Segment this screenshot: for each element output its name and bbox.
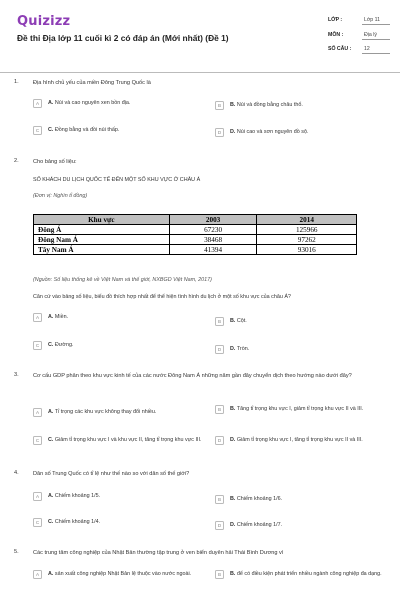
table-cell: Đông Nam Á	[34, 235, 170, 245]
option-key: D.	[230, 522, 236, 528]
option-letter: B	[215, 405, 224, 414]
option-key: D.	[230, 437, 236, 443]
option-letter: C	[33, 126, 42, 135]
question-text: Cơ cấu GDP phân theo khu vực kinh tế của các nước Đông Nam Á những năm gần đây chuyển dịch theo hướng nào dưới đây?	[33, 373, 352, 379]
option-key: A.	[48, 493, 54, 499]
question-number: 1.	[14, 79, 19, 85]
question-number: 2.	[14, 158, 19, 164]
question-text: Dân số Trung Quốc có tỉ lệ như thế nào so với dân số thế giới?	[33, 471, 190, 477]
table-header-cell: 2014	[257, 215, 357, 225]
option-key: B.	[230, 406, 236, 412]
option-letter: B	[215, 495, 224, 504]
option-text: Tăng tỉ trọng khu vực I, giảm tỉ trọng khu vực II và III.	[236, 406, 364, 412]
table-header-cell: Khu vực	[34, 215, 170, 225]
question-text: Các trung tâm công nghiệp của Nhật Bản thường tập trung ở ven biển duyên hải Thái Bình Dương vì	[33, 550, 284, 556]
quizizz-logo[interactable]: Quizizz	[17, 14, 71, 29]
option-text: Miền.	[54, 314, 69, 320]
option-text: Núi cao và sơn nguyên đồ sộ.	[236, 129, 309, 135]
subject-underline	[362, 39, 390, 40]
option-text: Chiếm khoảng 1/6.	[236, 496, 283, 502]
option-text: Chiếm khoảng 1/4.	[54, 519, 101, 525]
table-header-row	[34, 215, 357, 225]
option-key: C.	[48, 519, 54, 525]
option-letter: B	[215, 570, 224, 579]
table-cell: 125966	[257, 225, 357, 235]
question-text: Cho bảng số liệu:	[33, 159, 77, 165]
option-letter: C	[33, 341, 42, 350]
option-letter: B	[215, 317, 224, 326]
option-letter: C	[33, 518, 42, 527]
table-cell: 93016	[257, 245, 357, 255]
option-key: C.	[48, 437, 54, 443]
option-key: D.	[230, 129, 236, 135]
table-cell: 38468	[169, 235, 257, 245]
option-letter: B	[215, 101, 224, 110]
option-text: Chiếm khoảng 1/7.	[236, 522, 283, 528]
worksheet-header	[0, 0, 400, 74]
option-letter: D	[215, 345, 224, 354]
subject-label: MÔN :	[328, 32, 344, 38]
option-letter: D	[215, 436, 224, 445]
data-table	[33, 214, 357, 255]
table-row	[34, 225, 357, 235]
table-cell: 41394	[169, 245, 257, 255]
class-underline	[362, 24, 390, 25]
option-key: A.	[48, 314, 54, 320]
subject-value: Địa lý	[364, 32, 377, 38]
class-label: LỚP :	[328, 17, 343, 23]
table-cell: 97262	[257, 235, 357, 245]
question-count-underline	[362, 53, 390, 54]
option-text: Núi và đồng bằng châu thổ.	[236, 102, 303, 108]
question-number: 4.	[14, 470, 19, 476]
option-letter: A	[33, 313, 42, 322]
table-title: SỐ KHÁCH DU LỊCH QUỐC TẾ ĐẾN MỘT SỐ KHU VỰC Ở CHÂU Á	[33, 177, 201, 183]
option-key: D.	[230, 346, 236, 352]
option-key: C.	[48, 342, 54, 348]
option-text: Chiếm khoảng 1/5.	[54, 493, 101, 499]
option-key: A.	[48, 571, 54, 577]
option-letter: A	[33, 408, 42, 417]
option-key: A.	[48, 100, 54, 106]
option-text: Tròn.	[236, 346, 250, 352]
option-text: Giảm tỉ trọng khu vực I, tăng tỉ trọng khu vực II và III.	[236, 437, 363, 443]
class-value: Lớp 11	[364, 17, 380, 23]
question-number: 3.	[14, 372, 19, 378]
option-text: Đường.	[54, 342, 74, 348]
table-cell: Tây Nam Á	[34, 245, 170, 255]
table-header-cell: 2003	[169, 215, 257, 225]
option-letter: A	[33, 570, 42, 579]
question-number: 5.	[14, 549, 19, 555]
option-key: B.	[230, 318, 236, 324]
option-letter: C	[33, 436, 42, 445]
option-key: B.	[230, 571, 236, 577]
table-source: (Nguồn: Số liệu thống kê về Việt Nam và thế giới, NXBGD Việt Nam, 2017)	[33, 277, 212, 283]
option-key: B.	[230, 496, 236, 502]
question-count-value: 12	[364, 46, 370, 52]
table-unit: (Đơn vị: Nghìn tỉ đồng)	[33, 193, 88, 199]
question-text: Địa hình chủ yếu của miền Đông Trung Quốc là	[33, 80, 151, 86]
option-text: Tỉ trọng các khu vực không thay đổi nhiều.	[54, 409, 157, 415]
option-key: A.	[48, 409, 54, 415]
option-key: C.	[48, 127, 54, 133]
option-letter: D	[215, 521, 224, 530]
option-letter: A	[33, 99, 42, 108]
option-text: Cột.	[236, 318, 247, 324]
option-text: để có điều kiện phát triển nhiều ngành công nghiệp đa dạng.	[236, 571, 382, 577]
option-text: Núi và cao nguyên xen bồn địa.	[54, 100, 131, 106]
question-text-2: Căn cứ vào bảng số liệu, biểu đồ thích hợp nhất để thể hiện tình hình du lịch ở một số khu vực của châu Á?	[33, 294, 291, 300]
option-letter: D	[215, 128, 224, 137]
question-count-label: SỐ CÂU :	[328, 46, 352, 52]
table-cell: Đông Á	[34, 225, 170, 235]
table-row	[34, 245, 357, 255]
header-divider	[0, 72, 400, 73]
option-text: sản xuất công nghiệp Nhật Bản lệ thuộc vào nước ngoài.	[54, 571, 192, 577]
option-key: B.	[230, 102, 236, 108]
option-letter: A	[33, 492, 42, 501]
option-text: Đồng bằng và đồi núi thấp.	[54, 127, 120, 133]
option-text: Giảm tỉ trọng khu vực I và khu vực II, tăng tỉ trọng khu vực III.	[54, 437, 202, 443]
table-row	[34, 235, 357, 245]
page-title: Đề thi Địa lớp 11 cuối kì 2 có đáp án (Mới nhất) (Đề 1)	[17, 33, 229, 43]
table-cell: 67230	[169, 225, 257, 235]
